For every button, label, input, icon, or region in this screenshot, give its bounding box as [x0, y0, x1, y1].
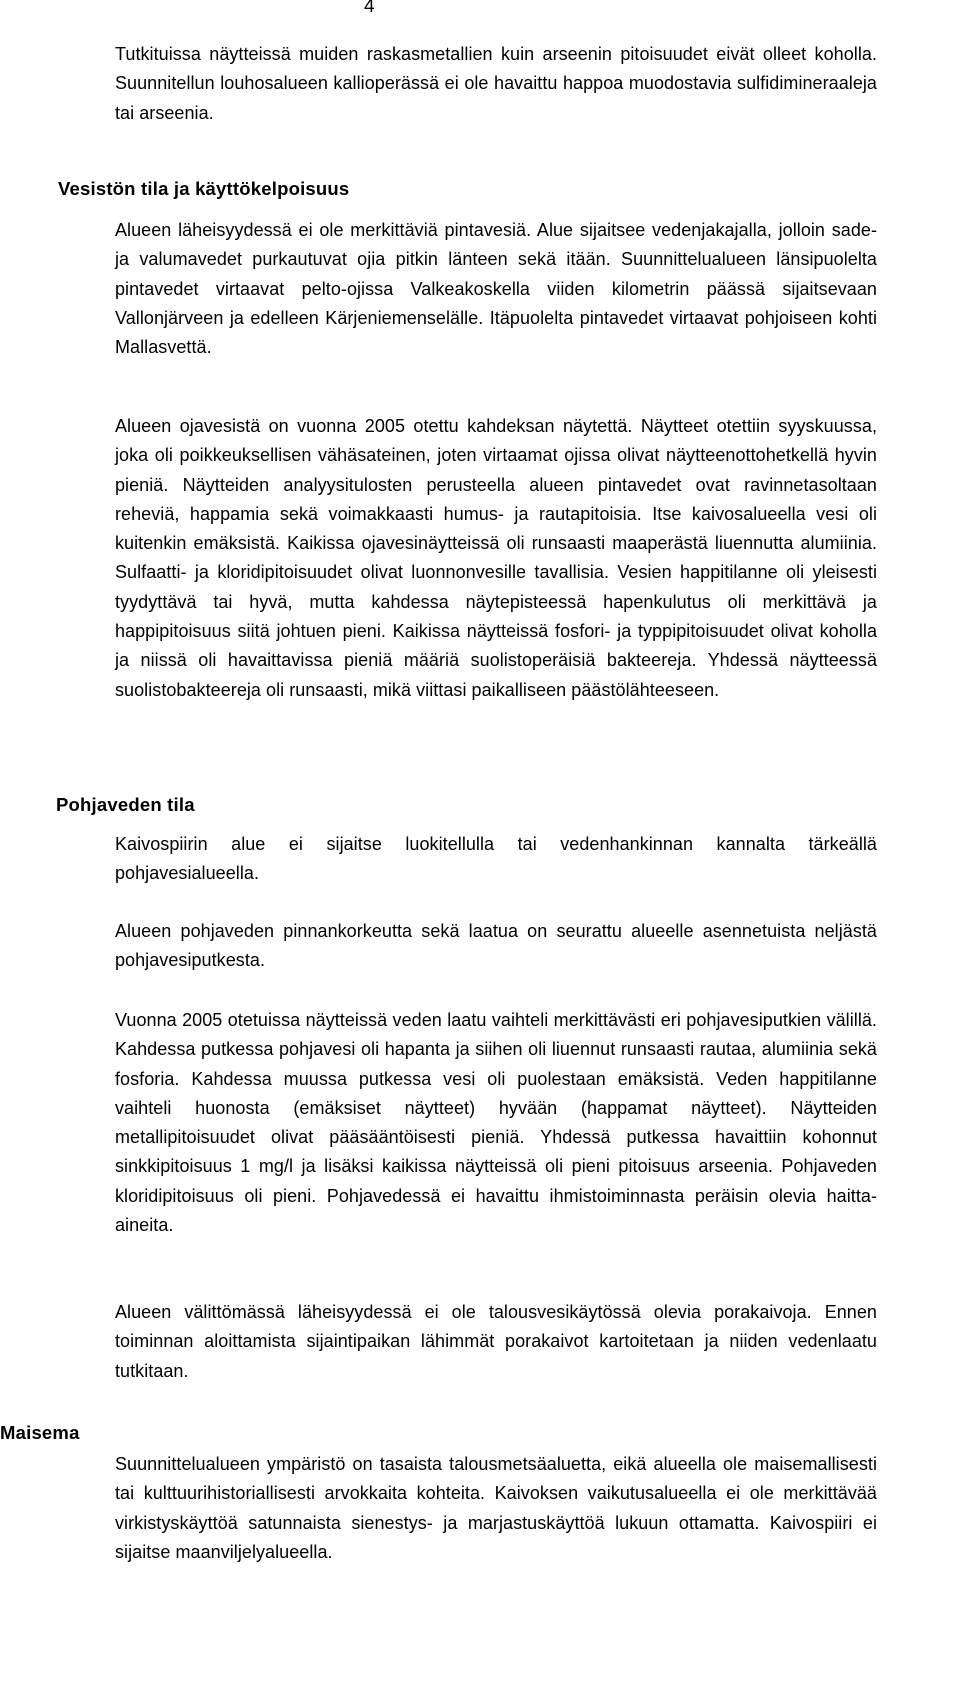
- groundwater-paragraph-2: Alueen pohjaveden pinnankorkeutta sekä laatua on seurattu alueelle asennetuista neljästä pohjavesiputkesta.: [115, 921, 877, 971]
- page-number: 4: [364, 0, 375, 17]
- section-heading-landscape: Maisema: [0, 1422, 80, 1443]
- surface-water-paragraph-1: Alueen läheisyydessä ei ole merkittäviä pintavesiä. Alue sijaitsee vedenjakajalla, jolloin sade- ja valumavedet purkautuvat ojia pitkin länteen sekä itään. Suunnittelualueen länsipuolelta pintavedet virtaavat pelto-ojissa Valkeakoskella viiden kilometrin päässä sijaitsevaan Vallonjärveen ja edelleen Kärjeniemenselälle. Itäpuolelta pintavedet virtaavat pohjoiseen kohti Mallasvettä.: [115, 220, 877, 358]
- landscape-paragraph: Suunnittelualueen ympäristö on tasaista talousmetsäaluetta, eikä alueella ole maisemallisesti tai kulttuurihistoriallisesti arvokkaita kohteita. Kaivoksen vaikutusalueella ei ole merkittävää virkistyskäyttöä satunnaista sienestys- ja marjastuskäyttöä lukuun ottamatta. Kaivospiiri ei sijaitse maanviljelyalueella.: [115, 1454, 877, 1562]
- groundwater-paragraph-4: Alueen välittömässä läheisyydessä ei ole talousvesikäytössä olevia porakaivoja. Ennen toiminnan aloittamista sijaintipaikan lähimmät porakaivot kartoitetaan ja niiden vedenlaatu tutkitaan.: [115, 1302, 877, 1381]
- section-heading-groundwater: Pohjaveden tila: [56, 794, 195, 815]
- groundwater-paragraph-1: Kaivospiirin alue ei sijaitse luokitellulla tai vedenhankinnan kannalta tärkeällä pohjavesialueella.: [115, 834, 877, 884]
- intro-paragraph: Tutkituissa näytteissä muiden raskasmetallien kuin arseenin pitoisuudet eivät olleet koholla. Suunnitellun louhosalueen kallioperässä ei ole havaittu happoa muodostavia sulfidimineraaleja tai arseenia.: [115, 44, 877, 123]
- groundwater-paragraph-3: Vuonna 2005 otetuissa näytteissä veden laatu vaihteli merkittävästi eri pohjavesiputkien välillä. Kahdessa putkessa pohjavesi oli hapanta ja siihen oli liuennut runsaasti rautaa, alumiinia sekä fosforia. Kahdessa muussa putkessa vesi oli puolestaan emäksistä. Veden happitilanne vaihteli huonosta (emäksiset näytteet) hyvään (happamat näytteet). Näytteiden metallipitoisuudet olivat pääsääntöisesti pieniä. Yhdessä putkessa havaittiin kohonnut sinkkipitoisuus 1 mg/l ja lisäksi kaikissa näytteissä oli pieni pitoisuus arseenia. Pohjaveden kloridipitoisuus oli pieni. Pohjavedessä ei havaittu ihmistoiminnasta peräisin olevia haitta-aineita.: [115, 1010, 877, 1236]
- surface-water-paragraph-2: Alueen ojavesistä on vuonna 2005 otettu kahdeksan näytettä. Näytteet otettiin syyskuussa, joka oli poikkeuksellisen vähäsateinen, joten virtaamat ojissa olivat näytteenottohetkellä hyvin pieniä. Näytteiden analyysitulosten perusteella alueen pintavedet ovat ravinnetasoltaan reheviä, happamia sekä voimakkaasti humus- ja rautapitoisia. Itse kaivosalueella vesi oli kuitenkin emäksistä. Kaikissa ojavesinäytteissä oli runsaasti maaperästä liuennutta alumiinia. Sulfaatti- ja kloridipitoisuudet olivat luonnonvesille tavallisia. Vesien happitilanne oli yleisesti tyydyttävä tai hyvä, mutta kahdessa näytepisteessä hapenkulutus oli merkittävä ja happipitoisuus siitä johtuen pieni. Kaikissa näytteissä fosfori- ja typpipitoisuudet olivat koholla ja niissä oli havaittavissa pieniä määriä suolistoperäisiä bakteereja. Yhdessä näytteessä suolistobakteereja oli runsaasti, mikä viittasi paikalliseen päästölähteeseen.: [115, 416, 877, 700]
- section-heading-surface-water: Vesistön tila ja käyttökelpoisuus: [58, 178, 350, 199]
